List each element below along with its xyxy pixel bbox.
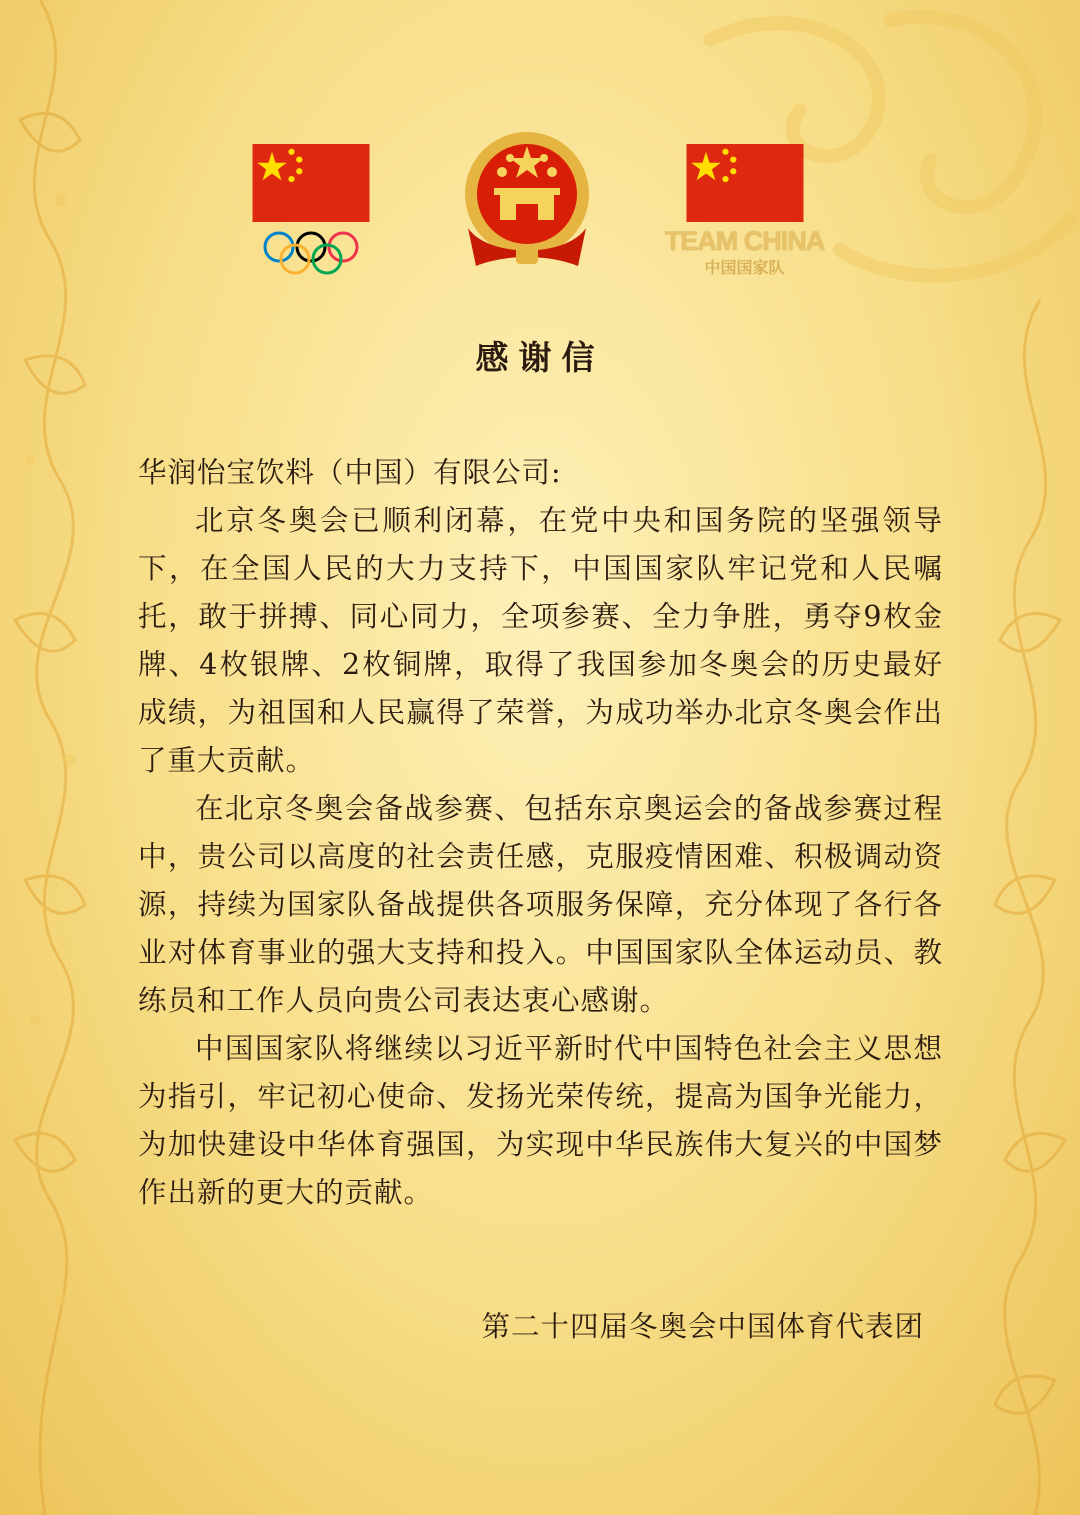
signature: 第二十四届冬奥会中国体育代表团 bbox=[481, 1310, 924, 1343]
team-name-chinese: 中国国家队 bbox=[704, 258, 785, 277]
national-emblem-icon bbox=[458, 128, 596, 272]
letter-title: 感谢信 bbox=[475, 338, 605, 377]
letter-body bbox=[138, 449, 943, 1217]
olympic-committee-logo bbox=[252, 144, 372, 276]
paragraph-2: 在北京冬奥会备战参赛、包括东京奥运会的备战参赛过程中，贵公司以高度的社会责任感，克服疫情困难、积极调动资源，持续为国家队备战提供各项服务保障，充分体现了各行各业对体育事业的强大支持和投入。中国国家队全体运动员、教练员和工作人员向贵公司表达衷心感谢。 bbox=[138, 792, 943, 1017]
china-flag-icon bbox=[686, 144, 804, 222]
team-china-logo bbox=[652, 144, 837, 278]
left-floral-ornament bbox=[0, 0, 110, 1515]
salutation: 华润怡宝饮料（中国）有限公司: bbox=[138, 456, 562, 489]
paragraph-1: 北京冬奥会已顺利闭幕，在党中央和国务院的坚强领导下，在全国人民的大力支持下，中国国家队牢记党和人民嘱托，敢于拼搏、同心同力，全项参赛、全力争胜，勇夺9枚金牌、4枚银牌、2枚铜牌，取得了我国参加冬奥会的历史最好成绩，为祖国和人民赢得了荣誉，为成功举办北京冬奥会作出了重大贡献。 bbox=[138, 504, 943, 777]
paragraph-3: 中国国家队将继续以习近平新时代中国特色社会主义思想为指引，牢记初心使命、发扬光荣传统，提高为国争光能力，为加快建设中华体育强国，为实现中华民族伟大复兴的中国梦作出新的更大的贡献。 bbox=[138, 1032, 943, 1209]
team-name-english: TEAM CHINA bbox=[664, 226, 825, 256]
china-flag-icon bbox=[252, 144, 370, 222]
olympic-rings-icon bbox=[262, 230, 360, 276]
